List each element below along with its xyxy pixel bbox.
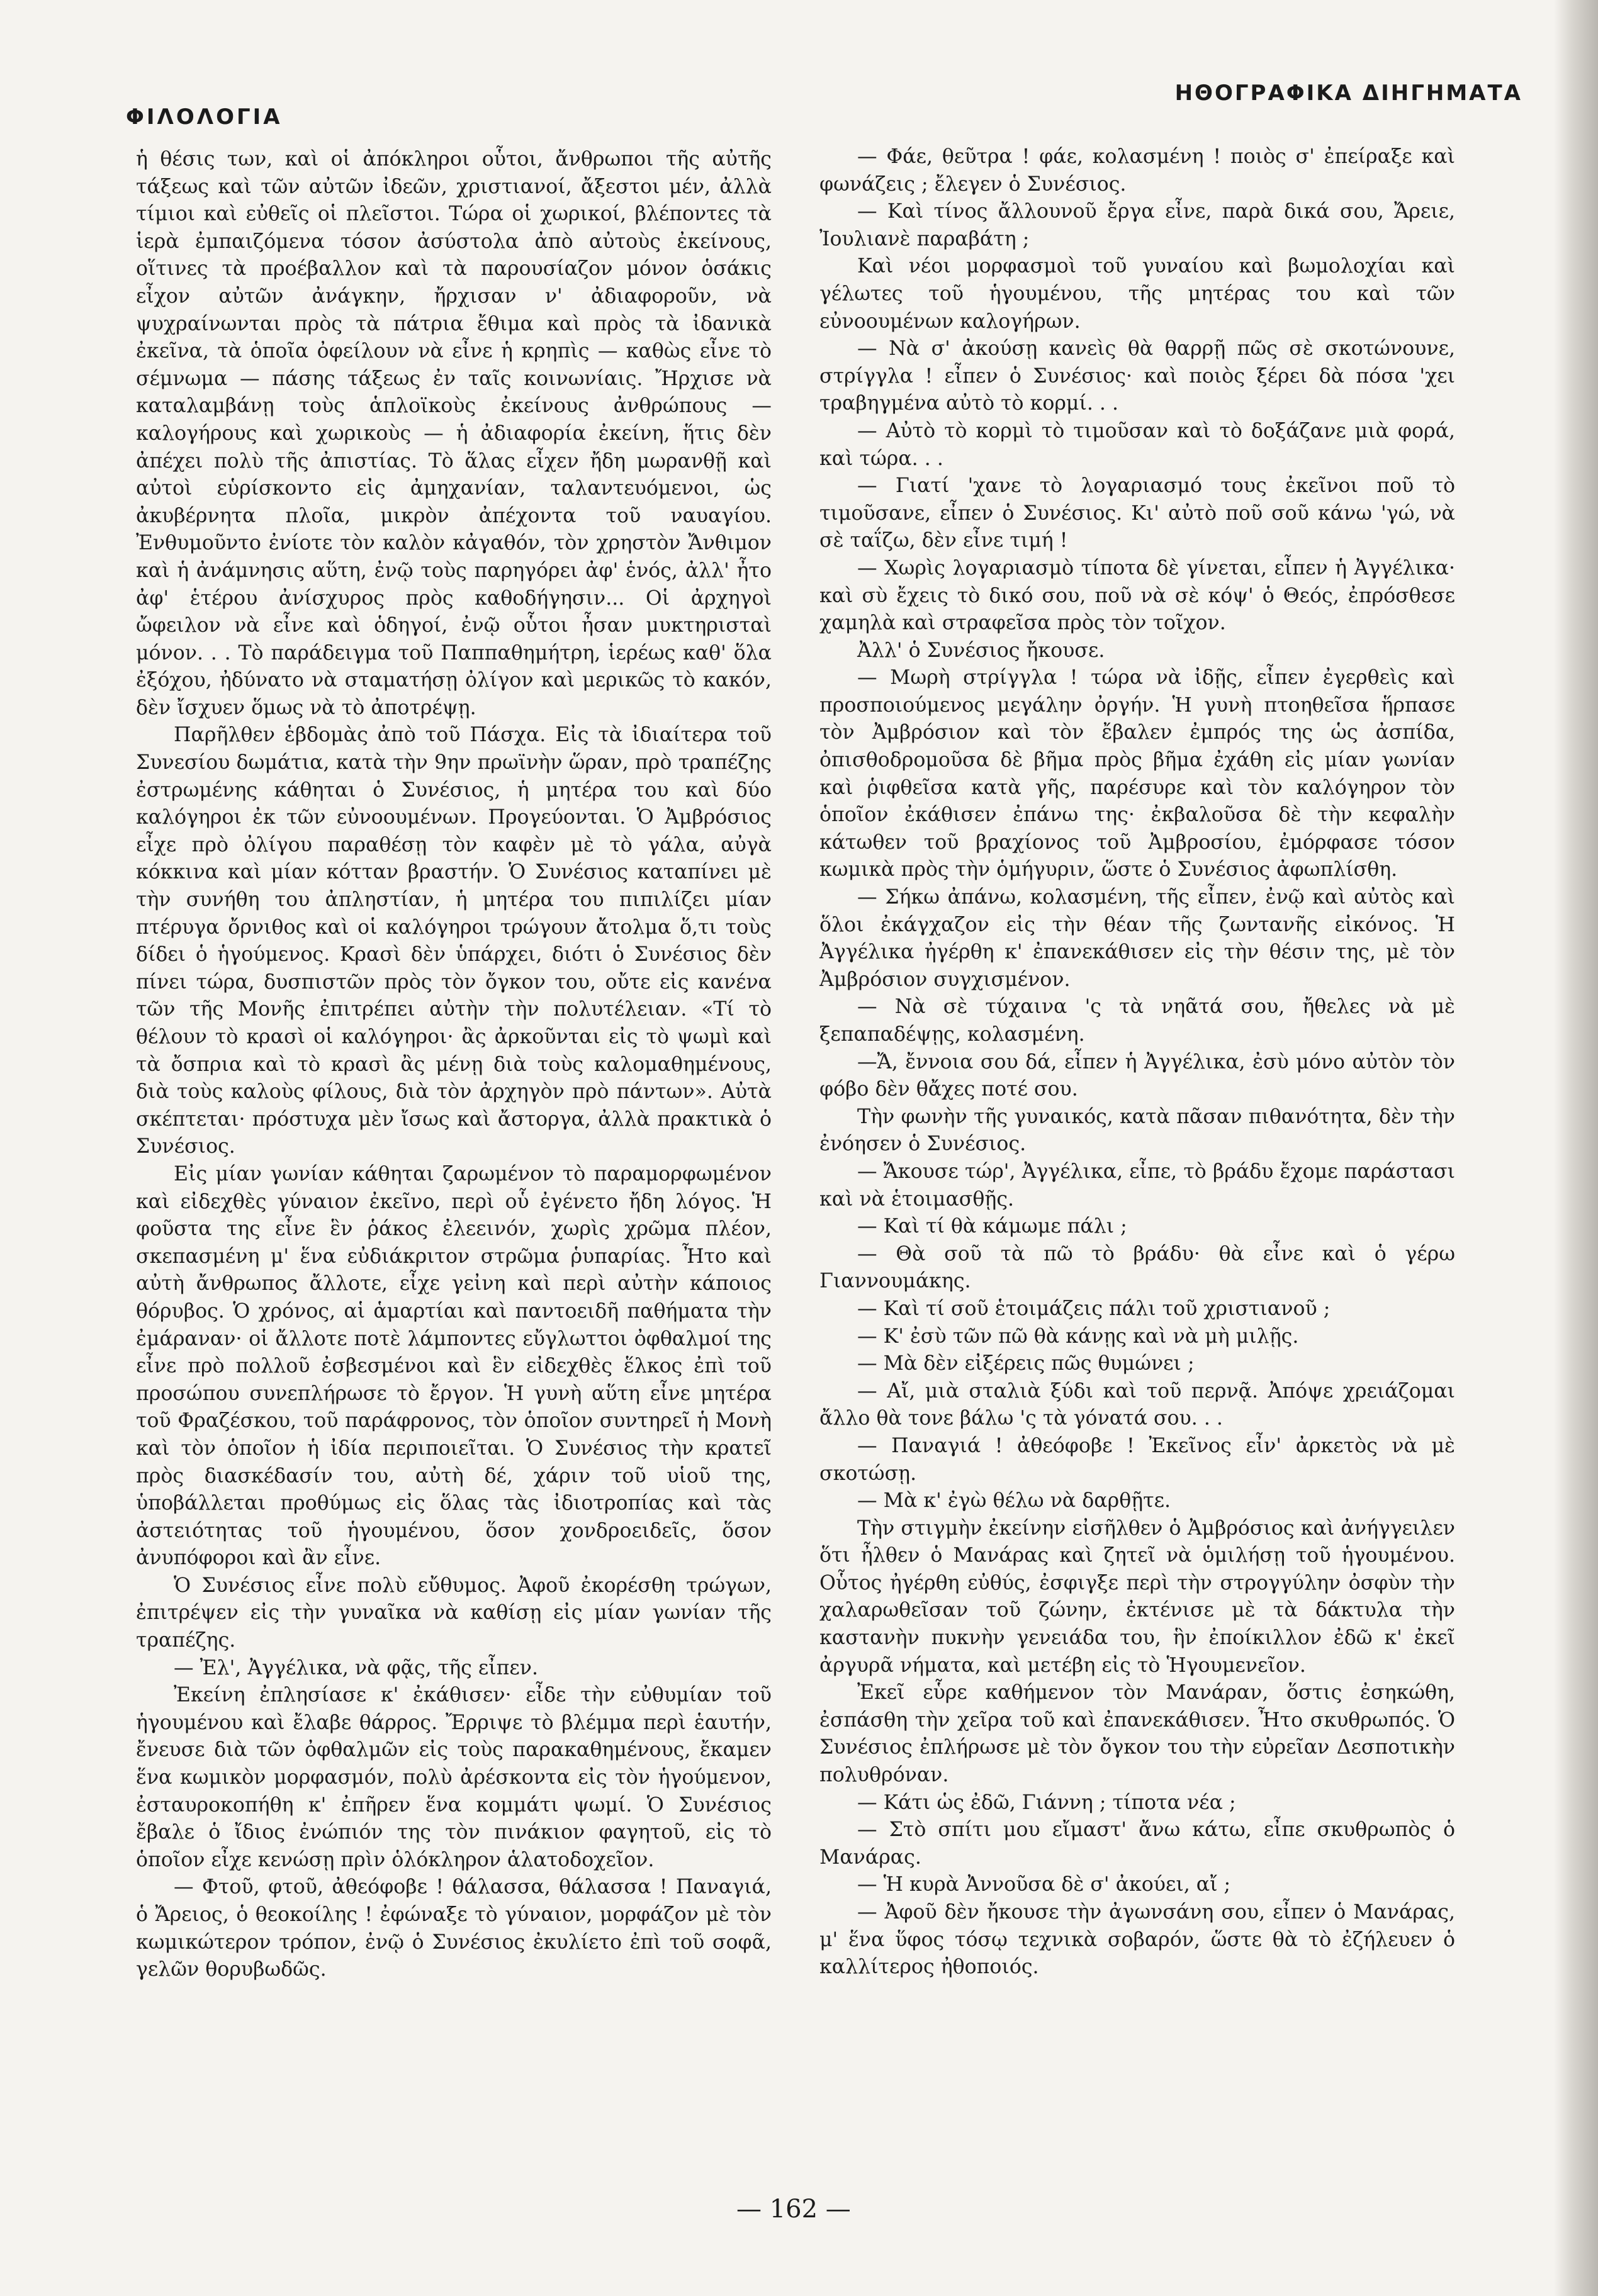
paragraph: — Κ' ἐσὺ τῶν πῶ θὰ κάνῃς καὶ νὰ μὴ μιλῇς.	[857, 1324, 1299, 1348]
paragraph: — Νὰ σὲ τύχαινα 'ς τὰ νηᾶτά σου, ἤθελες νὰ μὲ ξεπαπαδέψῃς, κολασμένη.	[819, 995, 1455, 1046]
paragraph: — Χωρὶς λογαριασμὸ τίποτα δὲ γίνεται, εἶπεν ἡ Ἀγγέλικα· καὶ σὺ ἔχεις τὸ δικό σου, ποῦ νὰ σὲ κόψ' ὁ Θεός, ἐπρόσθεσε χαμηλὰ καὶ στραφεῖσα πρὸς τὸν τοῖχον.	[819, 556, 1455, 635]
left-text-column	[136, 146, 772, 1984]
page-gutter-shadow	[1554, 0, 1598, 2296]
paragraph: —Ἄ, ἔννοια σου δά, εἶπεν ἡ Ἀγγέλικα, ἐσὺ μόνο αὐτὸν τὸν φόβο δὲν θἄχες ποτέ σου.	[819, 1050, 1455, 1101]
paragraph: — Φάε, θεῦτρα ! φάε, κολασμένη ! ποιὸς σ' ἐπείραξε καὶ φωνάζεις ; ἔλεγεν ὁ Συνέσιος.	[819, 145, 1455, 196]
paragraph: Καὶ νέοι μορφασμοὶ τοῦ γυναίου καὶ βωμολοχίαι καὶ γέλωτες τοῦ ἡγουμένου, τῆς μητέρας του καὶ τῶν εὐνοουμένων καλογήρων.	[819, 255, 1455, 333]
paragraph: — Νὰ σ' ἀκούσῃ κανεὶς θὰ θαρρῇ πῶς σὲ σκοτώνουνε, στρίγγλα ! εἶπεν ὁ Συνέσιος· καὶ ποιὸς ξέρει δὰ πόσα 'χει τραβηγμένα αὐτὸ τὸ κορμί. . .	[819, 337, 1455, 415]
paragraph: Ἐκεῖ εὗρε καθήμενον τὸν Μανάραν, ὅστις ἐσηκώθη, ἐσπάσθη τὴν χεῖρα τοῦ καὶ ἐπανεκάθισεν. Ἦτο σκυθρωπός. Ὁ Συνέσιος ἐπλήρωσε μὲ τὸν ὄγκον του τὴν εὐρεῖαν Δεσποτικὴν πολυθρόναν.	[819, 1681, 1455, 1787]
paragraph: — Μὰ δὲν εἰξέρεις πῶς θυμώνει ;	[857, 1352, 1195, 1375]
paragraph: — Καὶ τίνος ἄλλουνοῦ ἔργα εἶνε, παρὰ δικά σου, Ἄρειε, Ἰουλιανὲ παραβάτη ;	[819, 200, 1455, 250]
paragraph: — Παναγιά ! ἀθεόφοβε ! Ἐκεῖνος εἶν' ἀρκετὸς νὰ μὲ σκοτώσῃ.	[819, 1434, 1455, 1485]
right-text-column	[819, 143, 1455, 1981]
paragraph: — Καὶ τί θὰ κάμωμε πάλι ;	[857, 1215, 1127, 1238]
paragraph: — Μωρὴ στρίγγλα ! τώρα νὰ ἰδῇς, εἶπεν ἐγερθεὶς καὶ προσποιούμενος μεγάλην ὀργήν. Ἡ γυνὴ πτοηθεῖσα ἥρπασε τὸν Ἀμβρόσιον καὶ τὸν ἔβαλεν ἐμπρός της ὡς ἀσπίδα, ὀπισθοδρομοῦσα δὲ βῆμα πρὸς βῆμα ἐχάθη εἰς μίαν γωνίαν καὶ ῥιφθεῖσα κατὰ γῆς, παρέσυρε καὶ τὸν καλόγηρον τὸν ὁποῖον ἐκάθισεν ἐπάνω της· ἐκβαλοῦσα δὲ τὴν κεφαλὴν κάτωθεν τοῦ βραχίονος τοῦ Ἀμβροσίου, ἐμόρφασε τόσον κωμικὰ πρὸς τὴν ὁμήγυριν, ὥστε ὁ Συνέσιος ἀφωπλίσθη.	[819, 666, 1455, 882]
paragraph: Τὴν φωνὴν τῆς γυναικός, κατὰ πᾶσαν πιθανότητα, δὲν τὴν ἐνόησεν ὁ Συνέσιος.	[819, 1105, 1455, 1156]
paragraph: — Ἐλ', Ἀγγέλικα, νὰ φᾷς, τῆς εἶπεν.	[174, 1656, 539, 1679]
paragraph: Ἐκείνη ἐπλησίασε κ' ἐκάθισεν· εἶδε τὴν εὐθυμίαν τοῦ ἡγουμένου καὶ ἔλαβε θάρρος. Ἔρριψε τὸ βλέμμα περὶ ἑαυτήν, ἔνευσε διὰ τῶν ὀφθαλμῶν εἰς τοὺς παρακαθημένους, ἔκαμεν ἕνα κωμικὸν μορφασμόν, πολὺ ἀρέσκοντα εἰς τὸν ἡγούμενον, ἐσταυροκοπήθη κ' ἐπῆρεν ἕνα κομμάτι ψωμί. Ὁ Συνέσιος ἔβαλε ὁ ἴδιος ἐνώπιόν της τὸν πινάκιον φαγητοῦ, εἰς τὸ ὁποῖον εἶχε κενώσῃ πρὶν ὁλόκληρον ἁλατοδοχεῖον.	[136, 1684, 772, 1871]
paragraph: — Καὶ τί σοῦ ἑτοιμάζεις πάλι τοῦ χριστιανοῦ ;	[857, 1297, 1331, 1320]
paragraph: — Θὰ σοῦ τὰ πῶ τὸ βράδυ· θὰ εἶνε καὶ ὁ γέρω Γιαννουμάκης.	[819, 1242, 1455, 1293]
paragraph: — Φτοῦ, φτοῦ, ἀθεόφοβε ! θάλασσα, θάλασσα ! Παναγιά, ὁ Ἄρειος, ὁ θεοκοίλης ! ἐφώναξε τὸ γύναιον, μορφάζον μὲ τὸν κωμικώτερον τρόπον, ἐνῷ ὁ Συνέσιος ἐκυλίετο ἐπὶ τοῦ σοφᾶ, γελῶν θορυβωδῶς.	[136, 1876, 772, 1981]
paragraph: Εἰς μίαν γωνίαν κάθηται ζαρωμένον τὸ παραμορφωμένον καὶ εἰδεχθὲς γύναιον ἐκεῖνο, περὶ οὗ ἐγένετο ἤδη λόγος. Ἡ φοῦστα της εἶνε ἓν ῥάκος ἐλεεινόν, χωρὶς χρῶμα πλέον, σκεπασμένη μ' ἕνα εὐδιάκριτον στρῶμα ῥυπαρίας. Ἦτο καὶ αὐτὴ ἄνθρωπος ἄλλοτε, εἶχε γεἰνη καὶ περὶ αὐτὴν κάποιος θόρυβος. Ὁ χρόνος, αἱ ἁμαρτίαι καὶ παντοειδῆ παθήματα τὴν ἐμάραναν· οἱ ἄλλοτε ποτὲ λάμποντες εὔγλωττοι ὀφθαλμοί της εἶνε πρὸ πολλοῦ ἐσβεσμένοι καὶ ἓν εἰδεχθὲς ἕλκος ἐπὶ τοῦ προσώπου συνεπλήρωσε τὸ ἔργον. Ἡ γυνὴ αὕτη εἶνε μητέρα τοῦ Φραζέσκου, τοῦ παράφρονος, τὸν ὁποῖον συντηρεῖ ἡ Μονὴ καὶ τὸν ὁποῖον ἡ ἰδία περιποιεῖται. Ὁ Συνέσιος τὴν κρατεῖ πρὸς διασκέδασίν του, αὐτὴ δέ, χάριν τοῦ υἱοῦ της, ὑποβάλλεται προθύμως εἰς ὅλας τὰς ἰδιοτροπίας καὶ τὰς ἀστειότητας τοῦ ἡγουμένου, ὅσον χονδροειδεῖς, ὅσον ἀνυπόφοροι καὶ ἂν εἶνε.	[136, 1162, 772, 1570]
paragraph: — Στὸ σπίτι μου εἴμαστ' ἄνω κάτω, εἶπε σκυθρωπὸς ὁ Μανάρας.	[819, 1818, 1455, 1869]
paragraph: — Ἄκουσε τώρ', Ἀγγέλικα, εἶπε, τὸ βράδυ ἔχομε παράστασι καὶ νὰ ἑτοιμασθῇς.	[819, 1160, 1455, 1211]
paragraph: — Ἡ κυρὰ Ἀννοῦσα δὲ σ' ἀκούει, αἴ ;	[857, 1873, 1231, 1896]
paragraph: — Μὰ κ' ἐγὼ θέλω νὰ δαρθῇτε.	[857, 1489, 1171, 1513]
paragraph: Τὴν στιγμὴν ἐκείνην εἰσῆλθεν ὁ Ἀμβρόσιος καὶ ἀνήγγειλεν ὅτι ἦλθεν ὁ Μανάρας καὶ ζητεῖ νὰ ὁμιλήσῃ τοῦ ἡγουμένου. Οὗτος ἠγέρθη εὐθύς, ἐσφιγξε περὶ τὴν στρογγύλην ὀσφὺν τὴν χαλαρωθεῖσαν τοῦ ζώνην, ἐκτένισε μὲ τὰ δάκτυλα τὴν καστανὴν πυκνὴν γενειάδα του, ἣν ἐποίκιλλον ἐδῶ κ' ἐκεῖ ἀργυρᾶ νήματα, καὶ μετέβη εἰς τὸ Ἡγουμενεῖον.	[819, 1516, 1455, 1677]
paragraph: Ἀλλ' ὁ Συνέσιος ἤκουσε.	[857, 639, 1105, 662]
running-head-right: ΗΘΟΓΡΑΦΙΚΑ ΔΙΗΓΗΜΑΤΑ	[1174, 81, 1522, 106]
paragraph: — Σήκω ἀπάνω, κολασμένη, τῆς εἶπεν, ἐνῷ καὶ αὐτὸς καὶ ὅλοι ἐκάγχαζον εἰς τὴν θέαν τῆς ζωντανῆς εἰκόνος. Ἡ Ἀγγέλικα ἠγέρθη κ' ἐπανεκάθισεν εἰς τὴν θέσιν της, μὲ τὸν Ἀμβρόσιον συγχισμένον.	[819, 886, 1455, 991]
paragraph: Παρῆλθεν ἑβδομὰς ἀπὸ τοῦ Πάσχα. Εἰς τὰ ἰδιαίτερα τοῦ Συνεσίου δωμάτια, κατὰ τὴν 9ην πρωϊνὴν ὥραν, πρὸ τραπέζης ἐστρωμένης κάθηται ὁ Συνέσιος, ἡ μητέρα του καὶ δύο καλόγηροι ἐκ τῶν εὐνοουμένων. Προγεύονται. Ὁ Ἀμβρόσιος εἶχε πρὸ ὀλίγου παραθέσῃ τὸν καφὲν μὲ τὸ γάλα, αὐγὰ κόκκινα καὶ μίαν κότταν βραστήν. Ὁ Συνέσιος καταπίνει μὲ τὴν συνήθη του ἀπληστίαν, ἡ μητέρα του πιπιλίζει μίαν πτέρυγα ὄρνιθος καὶ οἱ καλόγηροι τρώγουν ἄτολμα ὅ,τι τοὺς δίδει ὁ ἡγούμενος. Κρασὶ δὲν ὑπάρχει, διότι ὁ Συνέσιος δὲν πίνει τώρα, δυσπιστῶν πρὸς τὸν ὄγκον του, οὔτε εἰς κανένα τῶν τῆς Μονῆς ἐπιτρέπει αὐτὴν τὴν πολυτέλειαν. «Τί τὸ θέλουν τὸ κρασὶ οἱ καλόγηροι· ἂς ἀρκοῦνται εἰς τὸ ψωμὶ καὶ τὰ ὄσπρια καὶ τὸ κρασὶ ἂς μένῃ διὰ τοὺς καλομαθημένους, διὰ τοὺς καλοὺς φίλους, διὰ τὸν ἀρχηγὸν πρὸ πάντων». Αὐτὰ σκέπτεται· πρόστυχα μὲν ἴσως καὶ ἄστοργα, ἀλλὰ πρακτικὰ ὁ Συνέσιος.	[136, 724, 772, 1158]
paragraph: ἡ θέσις των, καὶ οἱ ἀπόκληροι οὗτοι, ἄνθρωποι τῆς αὐτῆς τάξεως καὶ τῶν αὐτῶν ἰδεῶν, χριστιανοί, ἄξεστοι μέν, ἀλλὰ τίμιοι καὶ εὐθεῖς οἱ πλεῖστοι. Τώρα οἱ χωρικοί, βλέποντες τὰ ἱερὰ ἐμπαιζόμενα τόσον ἀσύστολα ἀπὸ αὐτοὺς ἐκείνους, οἵτινες τὰ προέβαλλον καὶ τὰ παρουσίαζον μόνον ὁσάκις εἶχον αὐτῶν ἀνάγκην, ἤρχισαν ν' ἀδιαφοροῦν, νὰ ψυχραίνωνται πρὸς τὰ πάτρια ἔθιμα καὶ πρὸς τὰ ἰδανικὰ ἐκεῖνα, τὰ ὁποῖα ὀφείλουν νὰ εἶνε ἡ κρηπὶς — καθὼς εἶνε τὸ σέμνωμα — πάσης τάξεως ἐν ταῖς κοινωνίαις. Ἤρχισε νὰ καταλαμβάνῃ τοὺς ἁπλοϊκοὺς ἐκείνους ἀνθρώπους — καλογήρους καὶ χωρικοὺς — ἡ ἀδιαφορία ἐκείνη, ἥτις δὲν ἀπέχει πολὺ τῆς ἀπιστίας. Τὸ ἅλας εἶχεν ἤδη μωρανθῇ καὶ αὐτοὶ εὑρίσκοντο εἰς ἀμηχανίαν, ταλαντευόμενοι, ὡς ἀκυβέρνητα πλοῖα, μικρὸν ἀπέχοντα τοῦ ναυαγίου. Ἐνθυμοῦντο ἐνίοτε τὸν καλὸν κἀγαθόν, τὸν χρηστὸν Ἄνθιμον καὶ ἡ ἀνάμνησις αὕτη, ἐνῷ τοὺς παρηγόρει ἀφ' ἑνός, ἀλλ' ἦτο ἀφ' ἑτέρου ἀνίσχυρος πρὸς καθοδήγησιν... Οἱ ἀρχηγοὶ ὤφειλον νὰ εἶνε καὶ ὁδηγοί, ἐνῷ οὗτοι ἦσαν μυκτηρισταὶ μόνον. . . Τὸ παράδειγμα τοῦ Παππαθημήτρη, ἱερέως καθ' ὅλα ἐξόχου, ἠδύνατο νὰ σταματήσῃ ὀλίγον καὶ μερικῶς τὸ κακόν, δὲν ἴσχυεν ὅμως νὰ τὸ ἀποτρέψῃ.	[136, 148, 772, 719]
paragraph: — Γιατί 'χανε τὸ λογαριασμό τους ἐκεῖνοι ποῦ τὸ τιμοῦσανε, εἶπεν ὁ Συνέσιος. Κι' αὐτὸ ποῦ σοῦ κάνω 'γώ, νὰ σὲ ταΐζω, δὲν εἶνε τιμή !	[819, 474, 1455, 552]
page-number: — 162 —	[736, 2195, 851, 2224]
paragraph: — Ἀφοῦ δὲν ἤκουσε τὴν ἀγωνσάνη σου, εἶπεν ὁ Μανάρας, μ' ἕνα ὕφος τόσῳ τεχνικὰ σοβαρόν, ὥστε θὰ τὸ ἐζήλευεν ὁ καλλίτερος ἠθοποιός.	[819, 1901, 1455, 1979]
paragraph: — Κάτι ὡς ἐδῶ, Γιάννη ; τίποτα νέα ;	[857, 1791, 1236, 1814]
paragraph: — Αἴ, μιὰ σταλιὰ ξύδι καὶ τοῦ περνᾷ. Ἀπόψε χρειάζομαι ἄλλο θὰ τονε βάλω 'ς τὰ γόνατά σου. . .	[819, 1379, 1455, 1430]
running-head-left: ΦΙΛΟΛΟΓΙΑ	[126, 104, 283, 130]
paragraph: Ὁ Συνέσιος εἶνε πολὺ εὔθυμος. Ἀφοῦ ἐκορέσθη τρώγων, ἐπιτρέψεν εἰς τὴν γυναῖκα νὰ καθίσῃ εἰς μίαν γωνίαν τῆς τραπέζης.	[136, 1574, 772, 1652]
paragraph: — Αὐτὸ τὸ κορμὶ τὸ τιμοῦσαν καὶ τὸ δοξάζανε μιὰ φορά, καὶ τώρα. . .	[819, 419, 1455, 470]
